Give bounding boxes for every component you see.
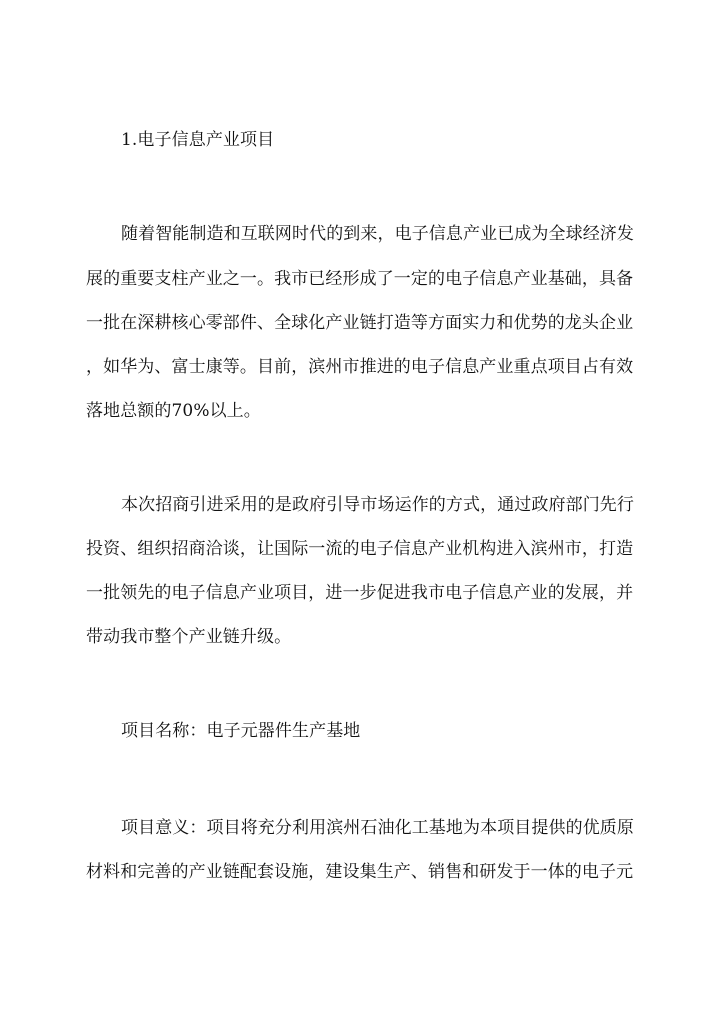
paragraph-2-line-4: 带动我市整个产业链升级。 <box>86 627 292 647</box>
paragraph-1-line-2: 展的重要支柱产业之一。我市已经形成了一定的电子信息产业基础，具备 <box>86 269 634 289</box>
paragraph-1-line-4: ，如华为、富士康等。目前，滨州市推进的电子信息产业重点项目占有效 <box>86 357 634 377</box>
paragraph-2-line-1: 本次招商引进采用的是政府引导市场运作的方式，通过政府部门先行 <box>121 495 634 515</box>
project-name-line: 项目名称：电子元器件生产基地 <box>121 721 361 741</box>
paragraph-1-line-1: 随着智能制造和互联网时代的到来，电子信息产业已成为全球经济发 <box>121 224 634 244</box>
paragraph-1-line-5: 落地总额的70%以上。 <box>86 401 261 421</box>
paragraph-1-line-3: 一批在深耕核心零部件、全球化产业链打造等方面实力和优势的龙头企业 <box>86 313 634 333</box>
section-heading: 1.电子信息产业项目 <box>121 130 275 150</box>
paragraph-2-line-2: 投资、组织招商洽谈，让国际一流的电子信息产业机构进入滨州市，打造 <box>86 539 634 559</box>
project-significance-line-2: 材料和完善的产业链配套设施，建设集生产、销售和研发于一体的电子元 <box>86 862 634 882</box>
project-significance-line-1: 项目意义：项目将充分利用滨州石油化工基地为本项目提供的优质原 <box>121 818 634 838</box>
paragraph-2-line-3: 一批领先的电子信息产业项目，进一步促进我市电子信息产业的发展，并 <box>86 583 634 603</box>
